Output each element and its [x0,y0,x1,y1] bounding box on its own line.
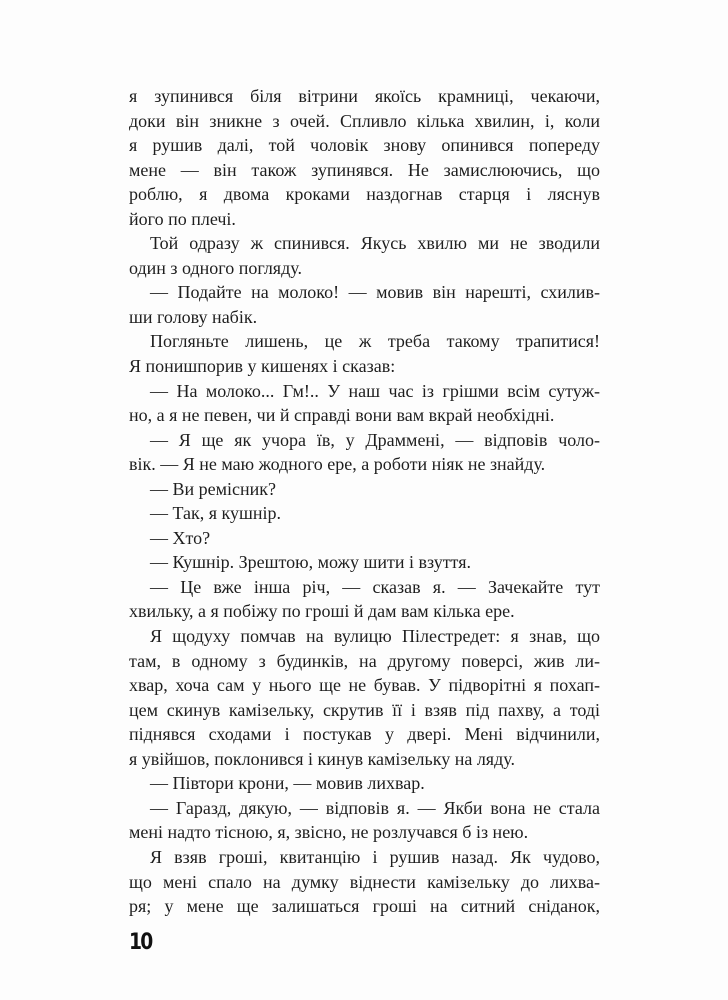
text-line: Погляньте лишень, це ж треба такому трапитися! [150,331,600,352]
text-line: доки він зникне з очей. Спливло кілька хвилин, і, коли [129,110,600,131]
text-line: — Я ще як учора їв, у Драммені, — відповів чоло- [150,429,600,450]
text-line: я зупинився біля вітрини якоїсь крамниці, чекаючи, [129,86,600,106]
text-line: — На молоко... Гм!.. У наш час із грішми всім сутуж- [150,380,600,401]
text-line: Я понишпорив у кишенях і сказав: [129,356,396,377]
text-line: но, а я не певен, чи й справді вони вам вкрай необхідні. [129,405,555,426]
text-line: що мені спало на думку віднести камізельку до лихва- [129,871,600,892]
text-line: Я щодуху помчав на вулицю Пілестредет: я знав, що [150,626,600,647]
text-line: я рушив далі, той чоловік знову опинився попереду [129,135,600,156]
text-line: мені надто тісною, я, звісно, не розлучався б із нею. [129,822,529,843]
text-line: там, в одному з будинків, на другому поверсі, жив ли- [129,650,600,671]
text-line: вік. — Я не маю жодного ере, а роботи ніяк не знайду. [129,454,546,475]
text-line: хвильку, а я побіжу по гроші й дам вам кілька ере. [129,601,515,622]
text-line: цем скинув камізельку, скрутив її і взяв під пахву, а тоді [129,699,600,720]
text-line: піднявся сходами і постукав у двері. Мені відчинили, [129,724,600,745]
text-line: Я взяв гроші, квитанцію і рушив назад. Як чудово, [150,846,600,867]
text-line: хвар, хоча сам у нього ще не бував. У підворітні я похап- [129,675,600,696]
text-line: — Подайте на молоко! — мовив він нарешті, схилив- [150,282,600,303]
text-line: його по плечі. [129,208,236,229]
text-line: ши голову набік. [129,306,258,327]
body-text [129,84,600,919]
text-line: — Півтори крони, — мовив лихвар. [150,773,425,794]
text-line: роблю, я двома кроками наздогнав старця і ляснув [129,184,600,205]
text-line: — Це вже інша річ, — сказав я. — Зачекайте тут [150,576,600,597]
text-line: — Гаразд, дякую, — відповів я. — Якби вона не стала [150,797,600,818]
text-line: — Кушнір. Зрештою, можу шити і взуття. [150,552,471,573]
text-line: я увійшов, поклонився і кинув камізельку на ляду. [129,748,515,769]
page-number: 10 [129,930,152,955]
text-line: один з одного погляду. [129,257,302,278]
text-line: — Хто? [150,527,211,548]
text-line: — Ви ремісник? [150,478,277,499]
text-line: ря; у мене ще залишаться гроші на ситний сніданок, [129,896,600,917]
text-line: мене — він також зупинявся. Не замислюючись, що [129,159,600,180]
text-line: — Так, я кушнір. [150,503,282,524]
text-line: Той одразу ж спинився. Якусь хвилю ми не зводили [150,233,600,254]
